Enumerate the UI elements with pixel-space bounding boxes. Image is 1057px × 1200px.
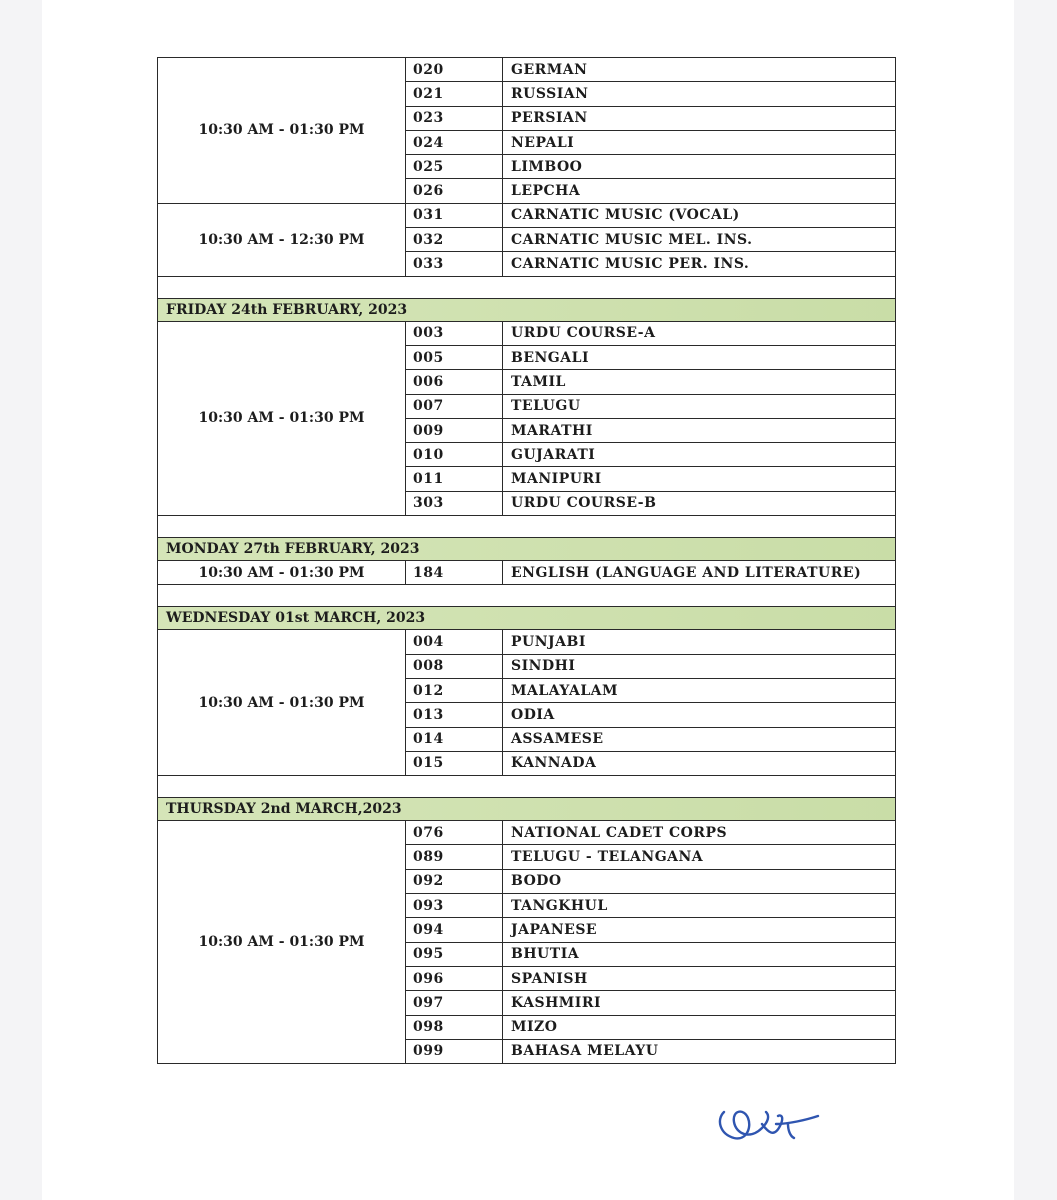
subject-name: GERMAN <box>503 58 896 82</box>
subject-name: BHUTIA <box>503 942 896 966</box>
subject-name: TAMIL <box>503 370 896 394</box>
subject-code: 076 <box>406 821 503 845</box>
date-header-row <box>158 798 896 821</box>
timetable-body <box>158 58 896 1064</box>
subject-code: 032 <box>406 228 503 252</box>
exam-time: 10:30 AM - 12:30 PM <box>158 203 406 276</box>
subject-name: RUSSIAN <box>503 82 896 106</box>
subject-name: LEPCHA <box>503 179 896 203</box>
spacer-cell <box>158 516 896 538</box>
subject-code: 013 <box>406 703 503 727</box>
subject-name: MANIPURI <box>503 467 896 491</box>
subject-code: 099 <box>406 1039 503 1063</box>
subject-name: KANNADA <box>503 751 896 775</box>
date-header-row <box>158 298 896 321</box>
subject-code: 004 <box>406 630 503 654</box>
subject-name: CARNATIC MUSIC MEL. INS. <box>503 228 896 252</box>
exam-time: 10:30 AM - 01:30 PM <box>158 58 406 204</box>
spacer-row <box>158 516 896 538</box>
subject-name: MIZO <box>503 1015 896 1039</box>
subject-code: 092 <box>406 869 503 893</box>
subject-name: ODIA <box>503 703 896 727</box>
table-row <box>158 630 896 654</box>
subject-name: PUNJABI <box>503 630 896 654</box>
subject-name: LIMBOO <box>503 155 896 179</box>
exam-timetable <box>157 57 896 1064</box>
subject-code: 008 <box>406 654 503 678</box>
table-row <box>158 321 896 345</box>
table-row <box>158 203 896 227</box>
subject-code: 024 <box>406 130 503 154</box>
subject-name: GUJARATI <box>503 443 896 467</box>
subject-name: URDU COURSE-B <box>503 491 896 515</box>
subject-code: 009 <box>406 418 503 442</box>
subject-name: MALAYALAM <box>503 678 896 702</box>
table-row <box>158 821 896 845</box>
subject-name: PERSIAN <box>503 106 896 130</box>
subject-name: NATIONAL CADET CORPS <box>503 821 896 845</box>
subject-code: 096 <box>406 966 503 990</box>
subject-name: TELUGU - TELANGANA <box>503 845 896 869</box>
subject-code: 303 <box>406 491 503 515</box>
subject-name: SPANISH <box>503 966 896 990</box>
subject-name: BODO <box>503 869 896 893</box>
subject-code: 093 <box>406 894 503 918</box>
subject-name: NEPALI <box>503 130 896 154</box>
spacer-cell <box>158 585 896 607</box>
subject-code: 020 <box>406 58 503 82</box>
table-row <box>158 58 896 82</box>
subject-code: 007 <box>406 394 503 418</box>
subject-code: 094 <box>406 918 503 942</box>
exam-date: MONDAY 27th FEBRUARY, 2023 <box>158 538 896 561</box>
subject-name: MARATHI <box>503 418 896 442</box>
subject-code: 033 <box>406 252 503 276</box>
subject-code: 097 <box>406 991 503 1015</box>
subject-code: 003 <box>406 321 503 345</box>
spacer-row <box>158 776 896 798</box>
subject-name: JAPANESE <box>503 918 896 942</box>
subject-name: CARNATIC MUSIC (VOCAL) <box>503 203 896 227</box>
date-header-row <box>158 607 896 630</box>
table-row <box>158 561 896 585</box>
subject-name: URDU COURSE-A <box>503 321 896 345</box>
subject-name: TELUGU <box>503 394 896 418</box>
spacer-cell <box>158 776 896 798</box>
subject-code: 023 <box>406 106 503 130</box>
spacer-row <box>158 585 896 607</box>
subject-name: SINDHI <box>503 654 896 678</box>
exam-time: 10:30 AM - 01:30 PM <box>158 821 406 1064</box>
subject-code: 014 <box>406 727 503 751</box>
exam-time: 10:30 AM - 01:30 PM <box>158 321 406 515</box>
subject-name: CARNATIC MUSIC PER. INS. <box>503 252 896 276</box>
spacer-cell <box>158 276 896 298</box>
subject-name: ASSAMESE <box>503 727 896 751</box>
subject-name: ENGLISH (LANGUAGE AND LITERATURE) <box>503 561 896 585</box>
subject-name: BAHASA MELAYU <box>503 1039 896 1063</box>
date-header-row <box>158 538 896 561</box>
subject-code: 095 <box>406 942 503 966</box>
subject-code: 006 <box>406 370 503 394</box>
subject-code: 026 <box>406 179 503 203</box>
subject-code: 021 <box>406 82 503 106</box>
subject-code: 005 <box>406 345 503 369</box>
signature-mark <box>710 1098 825 1148</box>
exam-date: FRIDAY 24th FEBRUARY, 2023 <box>158 298 896 321</box>
subject-code: 031 <box>406 203 503 227</box>
subject-name: KASHMIRI <box>503 991 896 1015</box>
subject-code: 025 <box>406 155 503 179</box>
subject-code: 089 <box>406 845 503 869</box>
exam-date: THURSDAY 2nd MARCH,2023 <box>158 798 896 821</box>
exam-date: WEDNESDAY 01st MARCH, 2023 <box>158 607 896 630</box>
exam-time: 10:30 AM - 01:30 PM <box>158 561 406 585</box>
exam-time: 10:30 AM - 01:30 PM <box>158 630 406 776</box>
spacer-row <box>158 276 896 298</box>
subject-code: 184 <box>406 561 503 585</box>
subject-code: 011 <box>406 467 503 491</box>
subject-code: 012 <box>406 678 503 702</box>
subject-name: BENGALI <box>503 345 896 369</box>
subject-code: 010 <box>406 443 503 467</box>
subject-code: 098 <box>406 1015 503 1039</box>
subject-name: TANGKHUL <box>503 894 896 918</box>
subject-code: 015 <box>406 751 503 775</box>
